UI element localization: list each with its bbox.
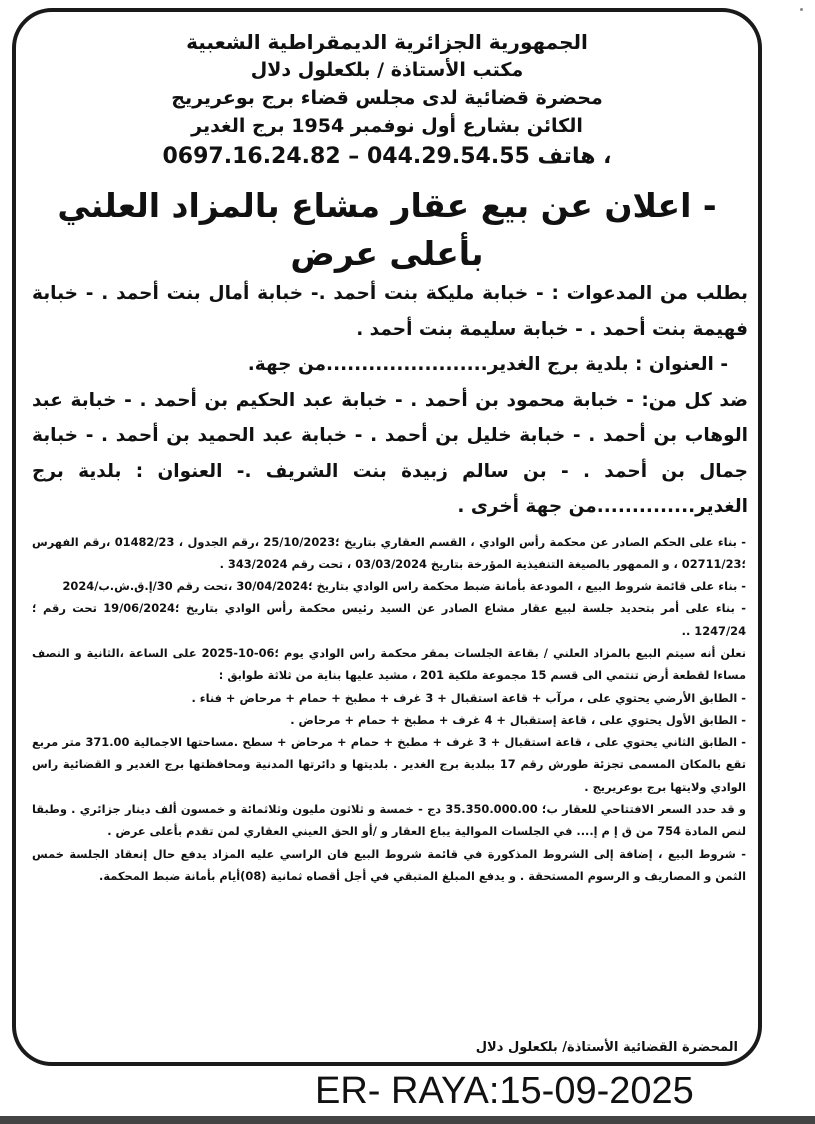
- phone-line: [22, 140, 752, 174]
- detail-paragraph: و قد حدد السعر الافتتاحي للعقار ب؛ 35.350.000.00 دج - خمسة و ثلاثون مليون وثلاثمائة و خمسون ألف دينار جزائري . وطبقا لنص المادة 754 من ق إ م إ.... في الجلسات الموالية يباع العقار و /أو الحق العيني العقاري لمن تقدم بأعلى عرض .: [32, 802, 746, 839]
- republic-header: الجمهورية الجزائرية الديمقراطية الشعبية: [186, 30, 588, 54]
- bottom-rule: [0, 1116, 815, 1124]
- detail-paragraph: - الطابق الثاني يحتوي على ، قاعة استقبال + 3 غرف + مطبخ + حمام + مرحاض + سطح .مساحتها الاجمالية 371.00 متر مربع تقع بالمكان المسمى تجزئة طورش رقم 17 ببلدية برج الغدير . بلديتها و دائرتها المدنية ومحافظتها برج الغدير و القضائية راس الوادي ولايتها برج بوعريريج .: [32, 735, 747, 794]
- bailiff-title: محضرة قضائية لدى مجلس قضاء برج بوعريريج: [171, 87, 603, 109]
- detail-paragraph: نعلن أنه سيتم البيع بالمزاد العلني / بقاعة الجلسات بمقر محكمة راس الوادي يوم ؛06-10-2025 على الساعة ،الثانية و النصف مساءا لقطعة أرض تنتمي الى قسم 15 مجموعة ملكية 201 ، مشيد عليها بناية من ثلاثة طوابق :: [32, 645, 746, 683]
- requesters-address: - العنوان : بلدية برج الغدير.......................من جهة.: [247, 354, 728, 375]
- announcement-title: - اعلان عن بيع عقار مشاع بالمزاد العلني: [57, 186, 717, 225]
- speck: [800, 8, 803, 11]
- defendants-paragraph: ضد كل من: - خبابة محمود بن أحمد . - خبابة عبد الحكيم بن أحمد . - خبابة عبد الوهاب بن أحمد . - خبابة خليل بن أحمد . - خبابة عبد الحميد بن أحمد . - خبابة جمال بن أحمد . - بن سالم زبيدة بنت الشريف .- العنوان : بلدية برج الغدير..............من جهة أخرى .: [32, 389, 748, 517]
- details-section: [22, 531, 752, 888]
- signature: المحضرة القضائية الأستاذة/ بلكعلول دلال: [475, 1040, 738, 1055]
- announcement-subtitle: بأعلى عرض: [290, 234, 484, 273]
- phone-numbers: 0697.16.24.82 – 044.29.54.55: [162, 144, 530, 169]
- office-name: مكتب الأستاذة / بلكعلول دلال: [250, 59, 524, 81]
- office-address: الكائن بشارع أول نوفمبر 1954 برج الغدير: [191, 115, 583, 137]
- requesters-paragraph: بطلب من المدعوات : - خبابة مليكة بنت أحمد .- خبابة أمال بنت أحمد . - خبابة فهيمة بنت أحمد . - خبابة سليمة بنت أحمد .: [32, 283, 748, 340]
- publication-footer: ER- RAYA:15-09-2025: [315, 1070, 694, 1112]
- detail-paragraph: - بناء على أمر بتحديد جلسة لبيع عقار مشاع الصادر عن السيد رئيس محكمة رأس الوادي بتاريخ ؛19/06/2024 تحت رقم ؛1247/24 ..: [32, 601, 746, 638]
- phone-label: ، هاتف: [537, 144, 612, 169]
- detail-paragraph: - بناء على قائمة شروط البيع ، المودعة بأمانة ضبط محكمة راس الوادي بتاريخ ؛30/04/2024 ،تحت رقم 30/إ.ق.ش.ب/2024: [62, 579, 746, 594]
- detail-paragraph: - بناء على الحكم الصادر عن محكمة رأس الوادي ، القسم العقاري بتاريخ ؛25/10/2023 ،رقم الجدول ، 01482/23 ،رقم الفهرس ؛02711/23 ، و الممهور بالصيغة التنفيذية المؤرخة بتاريخ 03/03/2024 ، تحت رقم 343/2024 .: [32, 534, 746, 571]
- detail-paragraph: - الطابق الأول يحتوي على ، قاعة إستقبال + 4 غرف + مطبخ + حمام + مرحاض .: [290, 712, 746, 727]
- announcement-body: [22, 28, 752, 887]
- detail-paragraph: - شروط البيع ، إضافة إلى الشروط المذكورة في قائمة شروط البيع فان الراسي عليه المزاد يدفع حال إنعقاد الجلسة خمس الثمن و المصاريف و الرسوم المستحقة . و يدفع المبلغ المتبقي في أجل أقصاه ثمانية (08)أيام بأمانة ضبط المحكمة.: [32, 846, 746, 883]
- detail-paragraph: - الطابق الأرضي يحتوي على ، مرآب + قاعة استقبال + 3 غرف + مطبخ + حمام + مرحاض + فناء .: [191, 690, 746, 705]
